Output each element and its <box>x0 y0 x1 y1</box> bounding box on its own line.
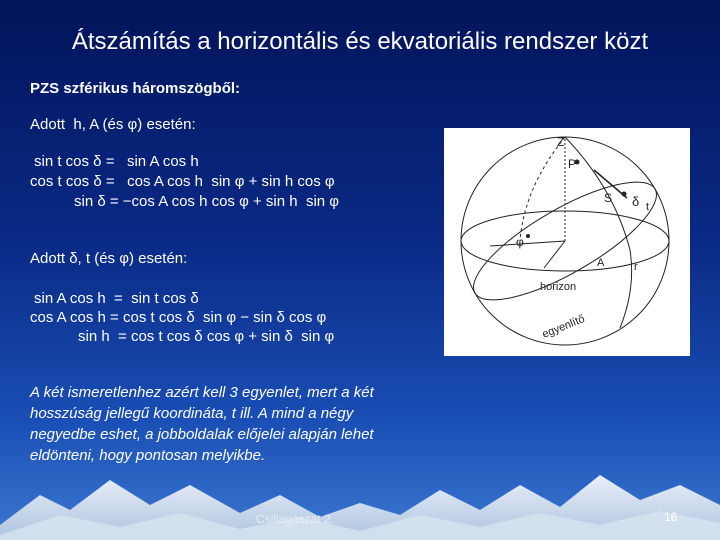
footer-course-name: Csillagászat 2. <box>256 512 335 526</box>
label-delta: δ <box>632 194 640 209</box>
label-zenith: Z <box>557 135 565 149</box>
note-line: negyedbe eshet, a jobboldalak előjelei alapján lehet <box>30 426 374 443</box>
note-line: hosszúság jellegű koordináta, t ill. A mind a négy <box>30 405 354 422</box>
section2-eq1: sin A cos h = sin t cos δ <box>34 290 199 307</box>
note-line: A két ismeretlenhez azért kell 3 egyenlet, mert a két <box>30 384 374 401</box>
slide-subtitle: PZS szférikus háromszögből: <box>30 80 241 97</box>
slide-title: Átszámítás a horizontális és ekvatoriális rendszer közt <box>71 28 649 55</box>
label-A: A <box>597 257 605 269</box>
label-pole: P <box>568 157 577 171</box>
star-point <box>622 192 627 197</box>
label-equator: egyenlítő <box>540 312 587 341</box>
mountains-decoration <box>0 455 720 540</box>
label-phi: φ <box>516 235 524 249</box>
pole-line <box>490 241 565 246</box>
section1-eq1: sin t cos δ = sin A cos h <box>34 153 199 170</box>
celestial-sphere-diagram <box>444 128 690 356</box>
label-horizon: horizon <box>540 281 577 293</box>
section2-given: Adott δ, t (és φ) esetén: <box>30 250 188 267</box>
section2-eq2: cos A cos h = cos t cos δ sin φ − sin δ cos φ <box>30 309 327 326</box>
note-line: eldönteni, hogy pontosan melyikbe. <box>30 447 266 464</box>
section1-eq3: sin δ = −cos A cos h cos φ + sin h sin φ <box>74 193 340 210</box>
celestial-sphere-svg <box>444 128 690 356</box>
back-arc <box>520 137 565 241</box>
label-t: t <box>646 201 650 213</box>
section1-eq2: cos t cos δ = cos A cos h sin φ + sin h cos φ <box>30 173 335 190</box>
explanation-note <box>30 382 374 466</box>
label-r: r <box>634 261 638 273</box>
section1-given: Adott h, A (és φ) esetén: <box>30 116 196 133</box>
page-number: 16 <box>664 510 678 524</box>
phi-marker <box>526 234 530 238</box>
section2-eq3: sin h = cos t cos δ cos φ + sin δ sin φ <box>78 328 335 345</box>
star-radius <box>544 241 565 268</box>
label-star: S <box>604 191 613 205</box>
